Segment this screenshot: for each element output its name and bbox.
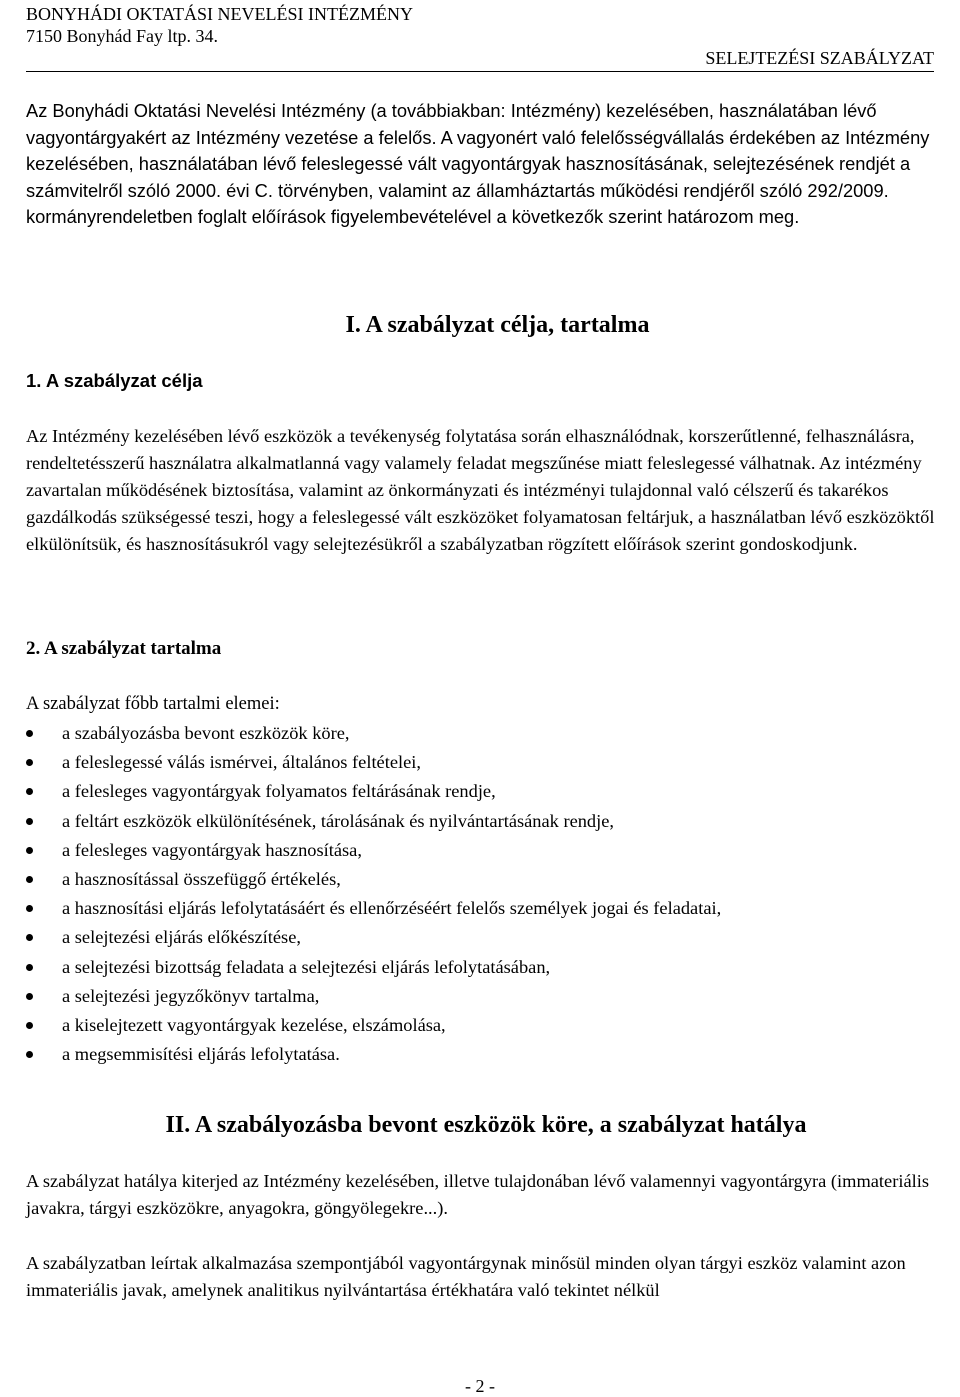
list-item: a kiselejtezett vagyontárgyak kezelése, elszámolása, bbox=[26, 1011, 938, 1040]
subsection-1-title: 1. A szabályzat célja bbox=[26, 370, 203, 391]
section-1-title: I. A szabályzat célja, tartalma bbox=[345, 312, 650, 338]
bullet-icon bbox=[26, 993, 33, 1000]
list-item: a felesleges vagyontárgyak folyamatos feltárásának rendje, bbox=[26, 777, 938, 806]
document-title: SELEJTEZÉSI SZABÁLYZAT bbox=[705, 48, 934, 68]
bullet-icon bbox=[26, 847, 33, 854]
bullet-icon bbox=[26, 759, 33, 766]
content-list bbox=[26, 719, 938, 1069]
list-item: a feltárt eszközök elkülönítésének, tárolásának és nyilvántartásának rendje, bbox=[26, 807, 938, 836]
subsection-2-title: 2. A szabályzat tartalma bbox=[26, 638, 222, 659]
institution-name: BONYHÁDI OKTATÁSI NEVELÉSI INTÉZMÉNY bbox=[26, 4, 414, 24]
list-item: a felesleges vagyontárgyak hasznosítása, bbox=[26, 836, 938, 865]
bullet-icon bbox=[26, 730, 33, 737]
bullet-icon bbox=[26, 818, 33, 825]
bullet-icon bbox=[26, 934, 33, 941]
list-item: a selejtezési jegyzőkönyv tartalma, bbox=[26, 982, 938, 1011]
subsection-1-text: Az Intézmény kezelésében lévő eszközök a tevékenység folytatása során elhasználódnak, korszerűtlenné, felhasználásra, rendeltetésszerű használatra alkalmatlanná vagy valamely feladat megszűnése miatt feleslegessé válhatnak. Az intézmény zavartalan működésének biztosítása, valamint az önkormányzati és intézményi tulajdonnal való célszerű és takarékos gazdálkodás szükségessé teszi, hogy a feleslegessé vált eszközöket folyamatosan feltárjuk, a használatban lévő eszközöktől elkülönítsük, és hasznosításukról vagy selejtezésükről a szabályzatban rögzített előírások szerint gondoskodjunk. bbox=[26, 426, 935, 555]
list-item: a hasznosítással összefüggő értékelés, bbox=[26, 865, 938, 894]
bullet-icon bbox=[26, 1051, 33, 1058]
section-2-paragraph-1: A szabályzat hatálya kiterjed az Intézmény kezelésében, illetve tulajdonában lévő valamennyi vagyontárgyra (immateriális javakra, tárgyi eszközökre, anyagokra, göngyölegekre...). bbox=[26, 1171, 929, 1218]
bullet-icon bbox=[26, 964, 33, 971]
intro-paragraph: Az Bonyhádi Oktatási Nevelési Intézmény (a továbbiakban: Intézmény) kezelésében, használatában lévő vagyontárgyakért az Intézmény vezetése a felelős. A vagyonért való felelősségvállalás érdekében az Intézmény kezelésében, használatában lévő feleslegessé vált vagyontárgyak hasznosításának, selejtezésének rendjét a számvitelről szóló 2000. évi C. törvényben, valamint az államháztartás működési rendjéről szóló 292/2009. kormányrendeletben foglalt előírások figyelembevételével a következők szerint határozom meg. bbox=[26, 100, 930, 228]
section-2-paragraph-2: A szabályzatban leírtak alkalmazása szempontjából vagyontárgynak minősül minden olyan tárgyi eszköz valamint azon immateriális javak, amelynek analitikus nyilvántartása értékhatára való tekintet nélkül bbox=[26, 1253, 906, 1300]
list-item: a selejtezési bizottság feladata a selejtezési eljárás lefolytatásában, bbox=[26, 953, 938, 982]
list-item: a megsemmisítési eljárás lefolytatása. bbox=[26, 1040, 938, 1069]
bullet-icon bbox=[26, 1022, 33, 1029]
institution-address: 7150 Bonyhád Fay ltp. 34. bbox=[26, 26, 218, 46]
page-number: - 2 - bbox=[465, 1376, 495, 1396]
list-item: a szabályozásba bevont eszközök köre, bbox=[26, 719, 938, 748]
bullet-icon bbox=[26, 905, 33, 912]
list-item: a hasznosítási eljárás lefolytatásáért és ellenőrzéséért felelős személyek jogai és feladatai, bbox=[26, 894, 938, 923]
page-header bbox=[26, 0, 934, 74]
section-2-title: II. A szabályozásba bevont eszközök köre, a szabályzat hatálya bbox=[165, 1112, 807, 1138]
list-item: a selejtezési eljárás előkészítése, bbox=[26, 923, 938, 952]
list-intro: A szabályzat főbb tartalmi elemei: bbox=[26, 694, 280, 714]
header-divider bbox=[26, 71, 934, 72]
bullet-icon bbox=[26, 788, 33, 795]
list-item: a feleslegessé válás ismérvei, általános feltételei, bbox=[26, 748, 938, 777]
bullet-icon bbox=[26, 876, 33, 883]
